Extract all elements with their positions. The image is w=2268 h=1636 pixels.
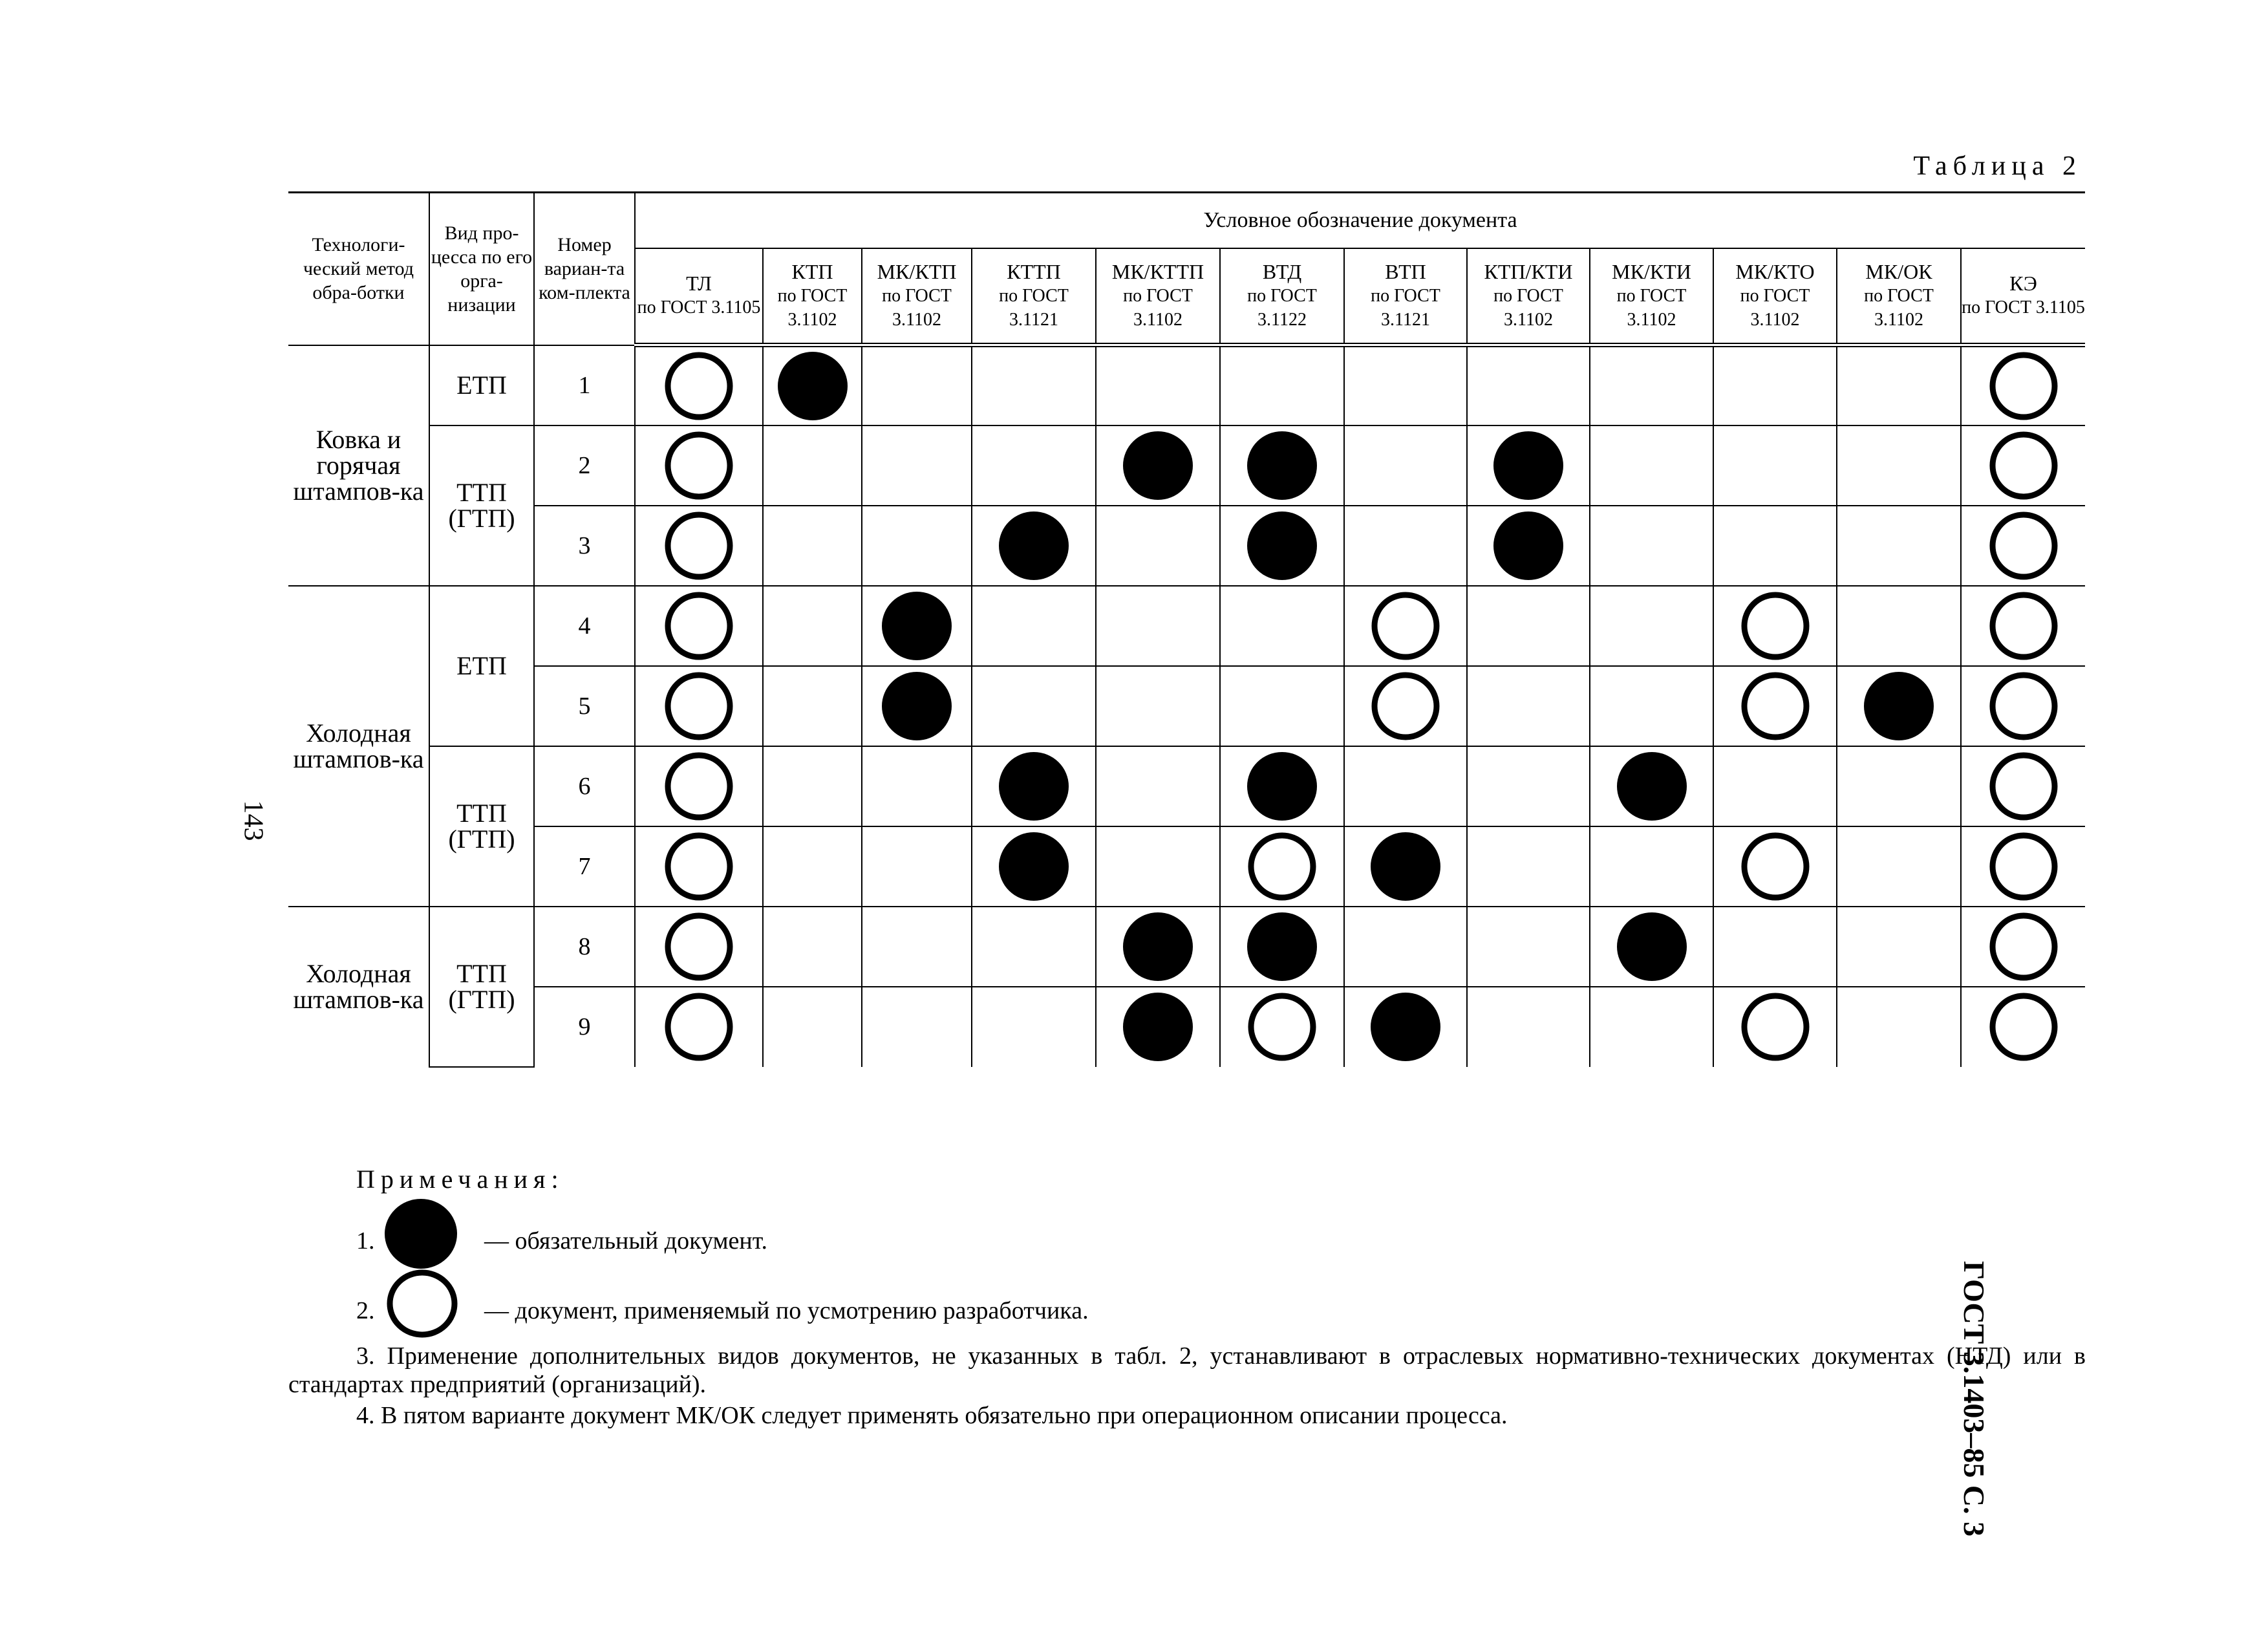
mark-cell bbox=[1713, 425, 1837, 506]
mark-cell bbox=[1837, 425, 1961, 506]
mark-cell bbox=[1344, 907, 1467, 987]
header-variant: Номер вариан-та ком-плекта bbox=[534, 193, 635, 345]
filled-circle-icon bbox=[1122, 910, 1194, 983]
mark-cell bbox=[972, 907, 1096, 987]
header-doc-column bbox=[635, 248, 763, 345]
open-circle-icon bbox=[1987, 350, 2060, 422]
variant-number: 9 bbox=[534, 987, 635, 1067]
mark-cell bbox=[1590, 746, 1713, 826]
mark-cell bbox=[763, 907, 862, 987]
open-circle-icon bbox=[1739, 670, 1812, 742]
filled-circle-icon bbox=[776, 350, 849, 422]
table-row bbox=[288, 586, 2085, 666]
mark-cell bbox=[972, 666, 1096, 746]
header-doc-column bbox=[972, 248, 1096, 345]
header-doc-column bbox=[1220, 248, 1344, 345]
table-caption: Таблица 2 bbox=[1913, 151, 2082, 181]
mark-cell bbox=[1961, 586, 2085, 666]
open-circle-icon bbox=[663, 350, 735, 422]
header-doc-column bbox=[763, 248, 862, 345]
filled-circle-icon bbox=[881, 590, 953, 662]
document-table bbox=[288, 191, 2085, 1068]
open-circle-icon bbox=[383, 1267, 461, 1340]
filled-circle-icon bbox=[1122, 991, 1194, 1063]
doc-name: МК/КТТП bbox=[1111, 259, 1204, 283]
open-circle-icon bbox=[1987, 991, 2060, 1063]
open-circle-icon bbox=[1739, 991, 1812, 1063]
process-cell: ЕТП bbox=[429, 345, 534, 425]
mark-cell bbox=[1467, 826, 1590, 907]
doc-gost: по ГОСТ 3.1102 bbox=[1864, 285, 1934, 330]
mark-cell bbox=[972, 506, 1096, 586]
process-cell: ТТП (ГТП) bbox=[429, 907, 534, 1067]
filled-circle-icon bbox=[1492, 510, 1565, 582]
doc-name: ВТД bbox=[1262, 259, 1302, 283]
open-circle-icon bbox=[1369, 590, 1442, 662]
mark-cell bbox=[1096, 746, 1220, 826]
variant-number: 8 bbox=[534, 907, 635, 987]
open-circle-icon bbox=[1246, 830, 1318, 903]
side-header: ГОСТ 3.1403–85 С. 3 bbox=[1958, 1261, 1991, 1537]
mark-cell bbox=[1096, 345, 1220, 425]
table-row bbox=[288, 987, 2085, 1067]
note-3: 3. Применение дополнительных видов документов, не указанных в табл. 2, устанавливают в отраслевых нормативно-технических документах (НТД) или в стандартах предприятий (организаций). bbox=[288, 1342, 2086, 1398]
mark-cell bbox=[1837, 746, 1961, 826]
doc-name: КТП/КТИ bbox=[1484, 259, 1573, 283]
mark-cell bbox=[862, 746, 972, 826]
filled-circle-icon bbox=[1863, 670, 1935, 742]
mark-cell bbox=[972, 425, 1096, 506]
open-circle-icon bbox=[1987, 910, 2060, 983]
table-row bbox=[288, 345, 2085, 425]
mark-cell bbox=[1220, 425, 1344, 506]
mark-cell bbox=[1837, 907, 1961, 987]
open-circle-icon bbox=[663, 429, 735, 502]
mark-cell bbox=[763, 506, 862, 586]
header-process: Вид про-цесса по его орга-низации bbox=[429, 193, 534, 345]
mark-cell bbox=[1961, 746, 2085, 826]
mark-cell bbox=[1096, 425, 1220, 506]
mark-cell bbox=[1713, 345, 1837, 425]
mark-cell bbox=[635, 826, 763, 907]
doc-gost: по ГОСТ 3.1102 bbox=[777, 285, 848, 330]
header-doc-column bbox=[1467, 248, 1590, 345]
doc-name: КТП bbox=[791, 259, 833, 283]
header-doc-column bbox=[1344, 248, 1467, 345]
doc-name: ТЛ bbox=[686, 272, 712, 296]
open-circle-icon bbox=[663, 510, 735, 582]
filled-circle-icon bbox=[1122, 429, 1194, 502]
mark-cell bbox=[1220, 506, 1344, 586]
mark-cell bbox=[862, 506, 972, 586]
mark-cell bbox=[635, 345, 763, 425]
mark-cell bbox=[763, 345, 862, 425]
mark-cell bbox=[763, 987, 862, 1067]
mark-cell bbox=[1590, 425, 1713, 506]
mark-cell bbox=[1590, 586, 1713, 666]
notes-title: Примечания: bbox=[356, 1165, 564, 1194]
mark-cell bbox=[1467, 666, 1590, 746]
mark-cell bbox=[1467, 425, 1590, 506]
header-doc-column bbox=[862, 248, 972, 345]
variant-number: 5 bbox=[534, 666, 635, 746]
mark-cell bbox=[972, 345, 1096, 425]
open-circle-icon bbox=[1987, 510, 2060, 582]
doc-gost: по ГОСТ 3.1105 bbox=[1962, 297, 2085, 318]
open-circle-icon bbox=[663, 830, 735, 903]
filled-circle-icon bbox=[383, 1198, 461, 1270]
process-cell: ТТП (ГТП) bbox=[429, 746, 534, 907]
mark-cell bbox=[763, 666, 862, 746]
variant-number: 1 bbox=[534, 345, 635, 425]
filled-circle-icon bbox=[1246, 910, 1318, 983]
page-number: 143 bbox=[238, 800, 268, 841]
open-circle-icon bbox=[1739, 590, 1812, 662]
mark-cell bbox=[972, 746, 1096, 826]
mark-cell bbox=[1467, 907, 1590, 987]
filled-circle-icon bbox=[1246, 750, 1318, 823]
mark-cell bbox=[1713, 907, 1837, 987]
mark-cell bbox=[862, 987, 972, 1067]
header-doc-column bbox=[1713, 248, 1837, 345]
mark-cell bbox=[1467, 987, 1590, 1067]
mark-cell bbox=[1590, 506, 1713, 586]
mark-cell bbox=[1590, 907, 1713, 987]
mark-cell bbox=[1837, 666, 1961, 746]
mark-cell bbox=[1713, 586, 1837, 666]
mark-cell bbox=[763, 746, 862, 826]
mark-cell bbox=[1096, 987, 1220, 1067]
table-row bbox=[288, 907, 2085, 987]
doc-name: МК/ОК bbox=[1865, 259, 1932, 283]
mark-cell bbox=[1344, 345, 1467, 425]
mark-cell bbox=[862, 345, 972, 425]
mark-cell bbox=[1467, 345, 1590, 425]
mark-cell bbox=[862, 586, 972, 666]
mark-cell bbox=[1961, 987, 2085, 1067]
mark-cell bbox=[1220, 586, 1344, 666]
doc-gost: по ГОСТ 3.1102 bbox=[1123, 285, 1193, 330]
doc-name: КТТП bbox=[1007, 259, 1061, 283]
filled-circle-icon bbox=[1246, 510, 1318, 582]
doc-name: КЭ bbox=[2009, 272, 2037, 296]
mark-cell bbox=[1590, 345, 1713, 425]
mark-cell bbox=[1961, 907, 2085, 987]
table-row bbox=[288, 666, 2085, 746]
mark-cell bbox=[862, 666, 972, 746]
mark-cell bbox=[1220, 907, 1344, 987]
mark-cell bbox=[1220, 987, 1344, 1067]
method-cell: Холодная штампов-ка bbox=[288, 586, 429, 907]
mark-cell bbox=[1220, 345, 1344, 425]
open-circle-icon bbox=[1739, 830, 1812, 903]
table-row bbox=[288, 506, 2085, 586]
table-row bbox=[288, 826, 2085, 907]
mark-cell bbox=[1713, 826, 1837, 907]
open-circle-icon bbox=[1987, 750, 2060, 823]
filled-circle-icon bbox=[1492, 429, 1565, 502]
mark-cell bbox=[763, 826, 862, 907]
open-circle-icon bbox=[1987, 670, 2060, 742]
filled-circle-icon bbox=[1369, 991, 1442, 1063]
doc-gost: по ГОСТ 3.1102 bbox=[1616, 285, 1687, 330]
mark-cell bbox=[635, 425, 763, 506]
open-circle-icon bbox=[663, 750, 735, 823]
mark-cell bbox=[1590, 987, 1713, 1067]
mark-cell bbox=[1837, 586, 1961, 666]
mark-cell bbox=[1096, 826, 1220, 907]
mark-cell bbox=[1961, 425, 2085, 506]
open-circle-icon bbox=[1246, 991, 1318, 1063]
doc-gost: по ГОСТ 3.1121 bbox=[999, 285, 1069, 330]
mark-cell bbox=[1837, 345, 1961, 425]
mark-cell bbox=[1590, 666, 1713, 746]
mark-cell bbox=[1344, 826, 1467, 907]
mark-cell bbox=[1713, 987, 1837, 1067]
mark-cell bbox=[1961, 345, 2085, 425]
legend-text: — обязательный документ. bbox=[484, 1227, 767, 1254]
variant-number: 2 bbox=[534, 425, 635, 506]
variant-number: 3 bbox=[534, 506, 635, 586]
filled-circle-icon bbox=[1616, 750, 1688, 823]
mark-cell bbox=[1713, 666, 1837, 746]
doc-name: МК/КТО bbox=[1735, 259, 1815, 283]
open-circle-icon bbox=[663, 670, 735, 742]
mark-cell bbox=[635, 506, 763, 586]
doc-gost: по ГОСТ 3.1105 bbox=[637, 297, 761, 318]
mark-cell bbox=[1344, 666, 1467, 746]
mark-cell bbox=[635, 907, 763, 987]
filled-circle-icon bbox=[998, 750, 1070, 823]
header-doc-column bbox=[1590, 248, 1713, 345]
method-cell: Ковка и горячая штампов-ка bbox=[288, 345, 429, 586]
legend-index: 2. bbox=[356, 1297, 375, 1324]
table-row bbox=[288, 425, 2085, 506]
header-method: Технологи-ческий метод обра-ботки bbox=[288, 193, 429, 345]
mark-cell bbox=[862, 907, 972, 987]
mark-cell bbox=[1344, 506, 1467, 586]
header-doc-column bbox=[1961, 248, 2085, 345]
mark-cell bbox=[862, 425, 972, 506]
filled-circle-icon bbox=[1246, 429, 1318, 502]
open-circle-icon bbox=[663, 910, 735, 983]
filled-circle-icon bbox=[881, 670, 953, 742]
filled-circle-icon bbox=[1369, 830, 1442, 903]
doc-gost: по ГОСТ 3.1121 bbox=[1371, 285, 1440, 330]
mark-cell bbox=[1220, 826, 1344, 907]
mark-cell bbox=[1467, 506, 1590, 586]
mark-cell bbox=[1096, 506, 1220, 586]
process-cell: ЕТП bbox=[429, 586, 534, 746]
doc-name: ВТП bbox=[1385, 259, 1426, 283]
legend-text: — документ, применяемый по усмотрению разработчика. bbox=[484, 1297, 1089, 1324]
header-document-group: Условное обозначение документа bbox=[635, 193, 2085, 248]
note-4: 4. В пятом варианте документ МК/ОК следует применять обязательно при операционном описании процесса. bbox=[356, 1402, 1508, 1429]
mark-cell bbox=[635, 586, 763, 666]
open-circle-icon bbox=[1987, 590, 2060, 662]
open-circle-icon bbox=[1987, 429, 2060, 502]
mark-cell bbox=[1713, 746, 1837, 826]
mark-cell bbox=[1096, 586, 1220, 666]
mark-cell bbox=[763, 425, 862, 506]
table-row bbox=[288, 746, 2085, 826]
variant-number: 4 bbox=[534, 586, 635, 666]
variant-number: 6 bbox=[534, 746, 635, 826]
open-circle-icon bbox=[1369, 670, 1442, 742]
mark-cell bbox=[1961, 826, 2085, 907]
mark-cell bbox=[1344, 987, 1467, 1067]
mark-cell bbox=[1837, 826, 1961, 907]
legend-index: 1. bbox=[356, 1227, 375, 1254]
mark-cell bbox=[972, 826, 1096, 907]
mark-cell bbox=[1344, 425, 1467, 506]
doc-name: МК/КТИ bbox=[1612, 259, 1691, 283]
open-circle-icon bbox=[663, 991, 735, 1063]
mark-cell bbox=[972, 987, 1096, 1067]
mark-cell bbox=[1467, 586, 1590, 666]
mark-cell bbox=[1961, 666, 2085, 746]
mark-cell bbox=[1344, 746, 1467, 826]
open-circle-icon bbox=[663, 590, 735, 662]
mark-cell bbox=[1590, 826, 1713, 907]
doc-gost: по ГОСТ 3.1102 bbox=[1493, 285, 1563, 330]
mark-cell bbox=[1467, 746, 1590, 826]
mark-cell bbox=[1837, 506, 1961, 586]
doc-gost: по ГОСТ 3.1102 bbox=[1740, 285, 1810, 330]
mark-cell bbox=[1220, 666, 1344, 746]
header-doc-column bbox=[1096, 248, 1220, 345]
process-cell: ТТП (ГТП) bbox=[429, 425, 534, 586]
doc-gost: по ГОСТ 3.1122 bbox=[1247, 285, 1317, 330]
mark-cell bbox=[1096, 666, 1220, 746]
mark-cell bbox=[972, 586, 1096, 666]
mark-cell bbox=[1713, 506, 1837, 586]
filled-circle-icon bbox=[1616, 910, 1688, 983]
mark-cell bbox=[1961, 506, 2085, 586]
mark-cell bbox=[1096, 907, 1220, 987]
doc-gost: по ГОСТ 3.1102 bbox=[882, 285, 952, 330]
mark-cell bbox=[1837, 987, 1961, 1067]
mark-cell bbox=[763, 586, 862, 666]
open-circle-icon bbox=[1987, 830, 2060, 903]
mark-cell bbox=[1220, 746, 1344, 826]
mark-cell bbox=[635, 746, 763, 826]
variant-number: 7 bbox=[534, 826, 635, 907]
mark-cell bbox=[862, 826, 972, 907]
mark-cell bbox=[635, 987, 763, 1067]
mark-cell bbox=[1344, 586, 1467, 666]
filled-circle-icon bbox=[998, 830, 1070, 903]
header-doc-column bbox=[1837, 248, 1961, 345]
mark-cell bbox=[635, 666, 763, 746]
method-cell: Холодная штампов-ка bbox=[288, 907, 429, 1067]
filled-circle-icon bbox=[998, 510, 1070, 582]
doc-name: МК/КТП bbox=[877, 259, 957, 283]
